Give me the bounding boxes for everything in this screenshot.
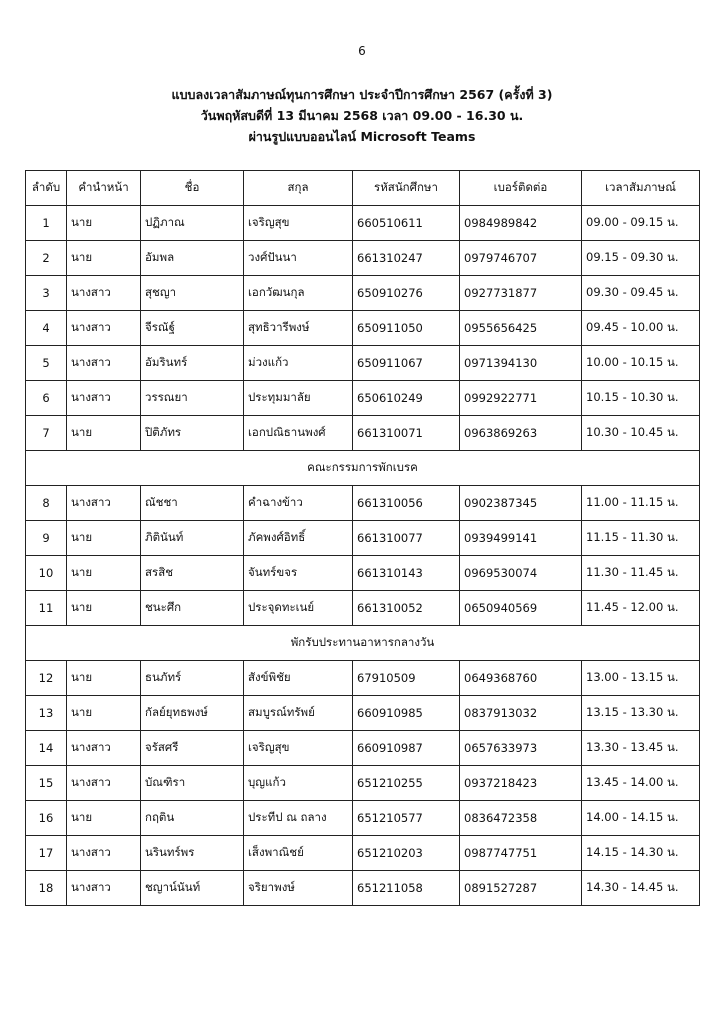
table-row <box>26 696 700 731</box>
cell-prefix: นาย <box>67 241 141 276</box>
cell-prefix: นางสาว <box>67 346 141 381</box>
cell-student-id: 660910985 <box>353 696 460 731</box>
cell-interview-time: 14.15 - 14.30 น. <box>582 836 700 871</box>
cell-first-name: จีรณัฐ์ <box>141 311 244 346</box>
cell-prefix: นาย <box>67 521 141 556</box>
cell-prefix: นางสาว <box>67 276 141 311</box>
cell-phone: 0979746707 <box>460 241 582 276</box>
table-row <box>26 311 700 346</box>
cell-order: 4 <box>26 311 67 346</box>
cell-phone: 0649368760 <box>460 661 582 696</box>
document-header <box>0 84 724 147</box>
cell-first-name: บัณฑิรา <box>141 766 244 801</box>
cell-student-id: 660910987 <box>353 731 460 766</box>
table-row <box>26 521 700 556</box>
cell-prefix: นาย <box>67 696 141 731</box>
cell-prefix: นาย <box>67 206 141 241</box>
cell-prefix: นางสาว <box>67 486 141 521</box>
break-label: พักรับประทานอาหารกลางวัน <box>26 626 700 661</box>
cell-order: 12 <box>26 661 67 696</box>
cell-first-name: วรรณยา <box>141 381 244 416</box>
header-prefix: คำนำหน้า <box>67 171 141 206</box>
cell-first-name: ณัชชา <box>141 486 244 521</box>
cell-last-name: เอกวัฒนกุล <box>244 276 353 311</box>
cell-last-name: สุทธิวารีพงษ์ <box>244 311 353 346</box>
cell-prefix: นาย <box>67 591 141 626</box>
table-row <box>26 346 700 381</box>
cell-prefix: นาย <box>67 416 141 451</box>
cell-first-name: นรินทร์พร <box>141 836 244 871</box>
table-row <box>26 416 700 451</box>
cell-interview-time: 13.00 - 13.15 น. <box>582 661 700 696</box>
interview-schedule-table <box>25 170 700 906</box>
cell-phone: 0837913032 <box>460 696 582 731</box>
table-row <box>26 871 700 906</box>
cell-last-name: ประทีป ณ ถลาง <box>244 801 353 836</box>
cell-first-name: ปฏิภาณ <box>141 206 244 241</box>
cell-last-name: จริยาพงษ์ <box>244 871 353 906</box>
cell-interview-time: 14.00 - 14.15 น. <box>582 801 700 836</box>
cell-interview-time: 13.15 - 13.30 น. <box>582 696 700 731</box>
cell-order: 13 <box>26 696 67 731</box>
table-row <box>26 731 700 766</box>
table-row <box>26 766 700 801</box>
cell-last-name: ประจุดทะเนย์ <box>244 591 353 626</box>
cell-last-name: จันทร์ขจร <box>244 556 353 591</box>
table-row <box>26 276 700 311</box>
cell-interview-time: 09.15 - 09.30 น. <box>582 241 700 276</box>
cell-interview-time: 09.30 - 09.45 น. <box>582 276 700 311</box>
break-row <box>26 626 700 661</box>
cell-last-name: สังข์พิชัย <box>244 661 353 696</box>
cell-first-name: สรสิช <box>141 556 244 591</box>
cell-order: 16 <box>26 801 67 836</box>
cell-student-id: 650910276 <box>353 276 460 311</box>
cell-student-id: 661310247 <box>353 241 460 276</box>
table-row <box>26 486 700 521</box>
header-phone: เบอร์ติดต่อ <box>460 171 582 206</box>
cell-order: 18 <box>26 871 67 906</box>
cell-interview-time: 14.30 - 14.45 น. <box>582 871 700 906</box>
cell-order: 14 <box>26 731 67 766</box>
cell-phone: 0891527287 <box>460 871 582 906</box>
table-row <box>26 661 700 696</box>
cell-first-name: อัมรินทร์ <box>141 346 244 381</box>
cell-order: 8 <box>26 486 67 521</box>
cell-last-name: ม่วงแก้ว <box>244 346 353 381</box>
table-row <box>26 381 700 416</box>
cell-last-name: เอกปณิธานพงศ์ <box>244 416 353 451</box>
cell-order: 17 <box>26 836 67 871</box>
cell-prefix: นางสาว <box>67 311 141 346</box>
cell-phone: 0657633973 <box>460 731 582 766</box>
cell-student-id: 661310077 <box>353 521 460 556</box>
cell-interview-time: 13.30 - 13.45 น. <box>582 731 700 766</box>
cell-student-id: 661310052 <box>353 591 460 626</box>
cell-student-id: 650911067 <box>353 346 460 381</box>
header-last-name: สกุล <box>244 171 353 206</box>
cell-student-id: 651210255 <box>353 766 460 801</box>
cell-order: 10 <box>26 556 67 591</box>
cell-prefix: นางสาว <box>67 731 141 766</box>
cell-interview-time: 10.15 - 10.30 น. <box>582 381 700 416</box>
cell-phone: 0836472358 <box>460 801 582 836</box>
cell-first-name: ธนภัทร์ <box>141 661 244 696</box>
break-row <box>26 451 700 486</box>
cell-first-name: กัลย์ยุทธพงษ์ <box>141 696 244 731</box>
cell-interview-time: 10.30 - 10.45 น. <box>582 416 700 451</box>
cell-last-name: วงศ์ปันนา <box>244 241 353 276</box>
cell-prefix: นาย <box>67 801 141 836</box>
header-interview-time: เวลาสัมภาษณ์ <box>582 171 700 206</box>
cell-student-id: 661310143 <box>353 556 460 591</box>
cell-phone: 0987747751 <box>460 836 582 871</box>
cell-order: 7 <box>26 416 67 451</box>
cell-order: 3 <box>26 276 67 311</box>
cell-student-id: 651210203 <box>353 836 460 871</box>
cell-student-id: 651211058 <box>353 871 460 906</box>
cell-last-name: คำฉางข้าว <box>244 486 353 521</box>
cell-first-name: ภิตินันท์ <box>141 521 244 556</box>
cell-last-name: เจริญสุข <box>244 206 353 241</box>
cell-prefix: นาย <box>67 556 141 591</box>
cell-phone: 0927731877 <box>460 276 582 311</box>
cell-student-id: 661310071 <box>353 416 460 451</box>
break-label: คณะกรรมการพักเบรค <box>26 451 700 486</box>
cell-student-id: 650610249 <box>353 381 460 416</box>
cell-order: 2 <box>26 241 67 276</box>
table-row <box>26 241 700 276</box>
cell-student-id: 650911050 <box>353 311 460 346</box>
cell-interview-time: 11.00 - 11.15 น. <box>582 486 700 521</box>
cell-phone: 0971394130 <box>460 346 582 381</box>
header-first-name: ชื่อ <box>141 171 244 206</box>
cell-phone: 0955656425 <box>460 311 582 346</box>
cell-interview-time: 09.00 - 09.15 น. <box>582 206 700 241</box>
cell-first-name: อัมพล <box>141 241 244 276</box>
cell-last-name: เจริญสุข <box>244 731 353 766</box>
cell-order: 5 <box>26 346 67 381</box>
cell-interview-time: 09.45 - 10.00 น. <box>582 311 700 346</box>
table-row <box>26 801 700 836</box>
table-row <box>26 206 700 241</box>
cell-prefix: นางสาว <box>67 871 141 906</box>
document-title: แบบลงเวลาสัมภาษณ์ทุนการศึกษา ประจำปีการศึกษา 2567 (ครั้งที่ 3) <box>171 87 553 102</box>
cell-last-name: บุญแก้ว <box>244 766 353 801</box>
cell-first-name: ชนะศึก <box>141 591 244 626</box>
cell-first-name: จรัสศรี <box>141 731 244 766</box>
cell-order: 11 <box>26 591 67 626</box>
cell-interview-time: 11.45 - 12.00 น. <box>582 591 700 626</box>
cell-student-id: 67910509 <box>353 661 460 696</box>
cell-last-name: สมบูรณ์ทรัพย์ <box>244 696 353 731</box>
cell-phone: 0963869263 <box>460 416 582 451</box>
document-venue: ผ่านรูปแบบออนไลน์ Microsoft Teams <box>248 129 476 144</box>
cell-prefix: นางสาว <box>67 836 141 871</box>
cell-phone: 0984989842 <box>460 206 582 241</box>
cell-interview-time: 11.30 - 11.45 น. <box>582 556 700 591</box>
table-row <box>26 591 700 626</box>
cell-phone: 0902387345 <box>460 486 582 521</box>
cell-prefix: นางสาว <box>67 381 141 416</box>
table-row <box>26 836 700 871</box>
cell-phone: 0939499141 <box>460 521 582 556</box>
cell-phone: 0650940569 <box>460 591 582 626</box>
cell-phone: 0969530074 <box>460 556 582 591</box>
page-number: 6 <box>358 44 366 58</box>
cell-interview-time: 11.15 - 11.30 น. <box>582 521 700 556</box>
cell-last-name: เส็งพาณิชย์ <box>244 836 353 871</box>
table-header-row <box>26 171 700 206</box>
cell-first-name: ปิติภัทร <box>141 416 244 451</box>
cell-student-id: 651210577 <box>353 801 460 836</box>
cell-order: 1 <box>26 206 67 241</box>
cell-prefix: นาย <box>67 661 141 696</box>
cell-first-name: กฤติน <box>141 801 244 836</box>
header-order: ลำดับ <box>26 171 67 206</box>
cell-prefix: นางสาว <box>67 766 141 801</box>
cell-first-name: ชญาน์นันท์ <box>141 871 244 906</box>
header-student-id: รหัสนักศึกษา <box>353 171 460 206</box>
cell-last-name: ภัคพงศ์อิทธิ์ <box>244 521 353 556</box>
cell-first-name: สุชญา <box>141 276 244 311</box>
table-body <box>26 206 700 906</box>
cell-last-name: ประทุมมาลัย <box>244 381 353 416</box>
cell-student-id: 660510611 <box>353 206 460 241</box>
cell-order: 15 <box>26 766 67 801</box>
cell-order: 6 <box>26 381 67 416</box>
cell-order: 9 <box>26 521 67 556</box>
cell-phone: 0992922771 <box>460 381 582 416</box>
cell-interview-time: 10.00 - 10.15 น. <box>582 346 700 381</box>
table-row <box>26 556 700 591</box>
cell-phone: 0937218423 <box>460 766 582 801</box>
cell-student-id: 661310056 <box>353 486 460 521</box>
document-date-time: วันพฤหัสบดีที่ 13 มีนาคม 2568 เวลา 09.00 - 16.30 น. <box>200 108 524 123</box>
cell-interview-time: 13.45 - 14.00 น. <box>582 766 700 801</box>
